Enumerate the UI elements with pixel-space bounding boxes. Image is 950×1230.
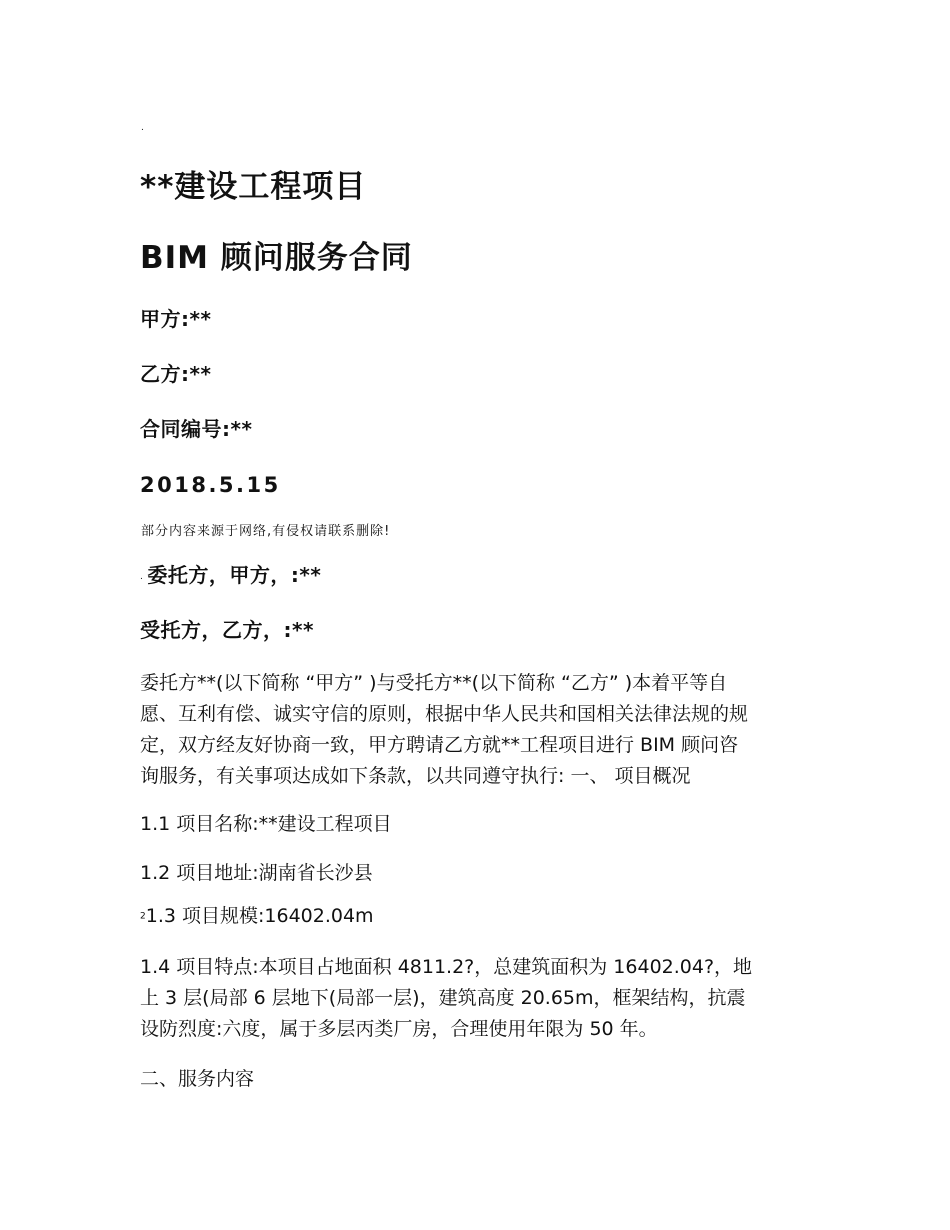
entrusting-party xyxy=(140,561,321,591)
contract-date: 2018.5.15 xyxy=(140,473,281,497)
contract-number: 合同编号:** xyxy=(140,417,253,441)
project-name: 1.1 项目名称:**建设工程项目 xyxy=(140,813,392,835)
project-scale xyxy=(140,902,374,931)
party-b: 乙方:** xyxy=(140,362,212,386)
disclaimer: 部分内容来源于网络,有侵权请联系删除! xyxy=(141,524,391,539)
project-scale-text: 1.3 项目规模:16402.04m xyxy=(145,905,374,927)
intro-line: 委托方**(以下简称 “甲方” )与受托方**(以下简称 “乙方” )本着平等自 xyxy=(140,672,728,694)
intro-line: 询服务，有关事项达成如下条款，以共同遵守执行: 一、 项目概况 xyxy=(140,765,691,787)
title-project: **建设工程项目 xyxy=(140,169,367,205)
feature-line: 上 3 层(局部 6 层地下(局部一层)，建筑高度 20.65m，框架结构，抗震 xyxy=(140,987,746,1009)
party-a: 甲方:** xyxy=(140,307,212,331)
intro-line: 定，双方经友好协商一致，甲方聘请乙方就**工程项目进行 BIM 顾问咨 xyxy=(140,734,739,756)
section-service-content-heading: 二、服务内容 xyxy=(140,1068,255,1090)
scale-marker: 2 xyxy=(140,911,146,922)
feature-line: 1.4 项目特点:本项目占地面积 4811.2?，总建筑面积为 16402.04?，地 xyxy=(140,956,753,978)
entrusted-party: 受托方，乙方，:** xyxy=(140,618,314,642)
intro-paragraph xyxy=(140,668,816,792)
feature-line: 设防烈度:六度，属于多层丙类厂房，合理使用年限为 50 年。 xyxy=(140,1018,658,1040)
header-dot: . xyxy=(141,123,144,133)
entrust-dot: . xyxy=(140,571,144,582)
project-address: 1.2 项目地址:湖南省长沙县 xyxy=(140,862,373,884)
project-feature-paragraph xyxy=(140,952,816,1045)
intro-line: 愿、互利有偿、诚实守信的原则，根据中华人民共和国相关法律法规的规 xyxy=(140,703,749,725)
title-contract: BIM 顾问服务合同 xyxy=(140,240,413,276)
entrusting-party-text: 委托方，甲方，:** xyxy=(147,563,322,587)
